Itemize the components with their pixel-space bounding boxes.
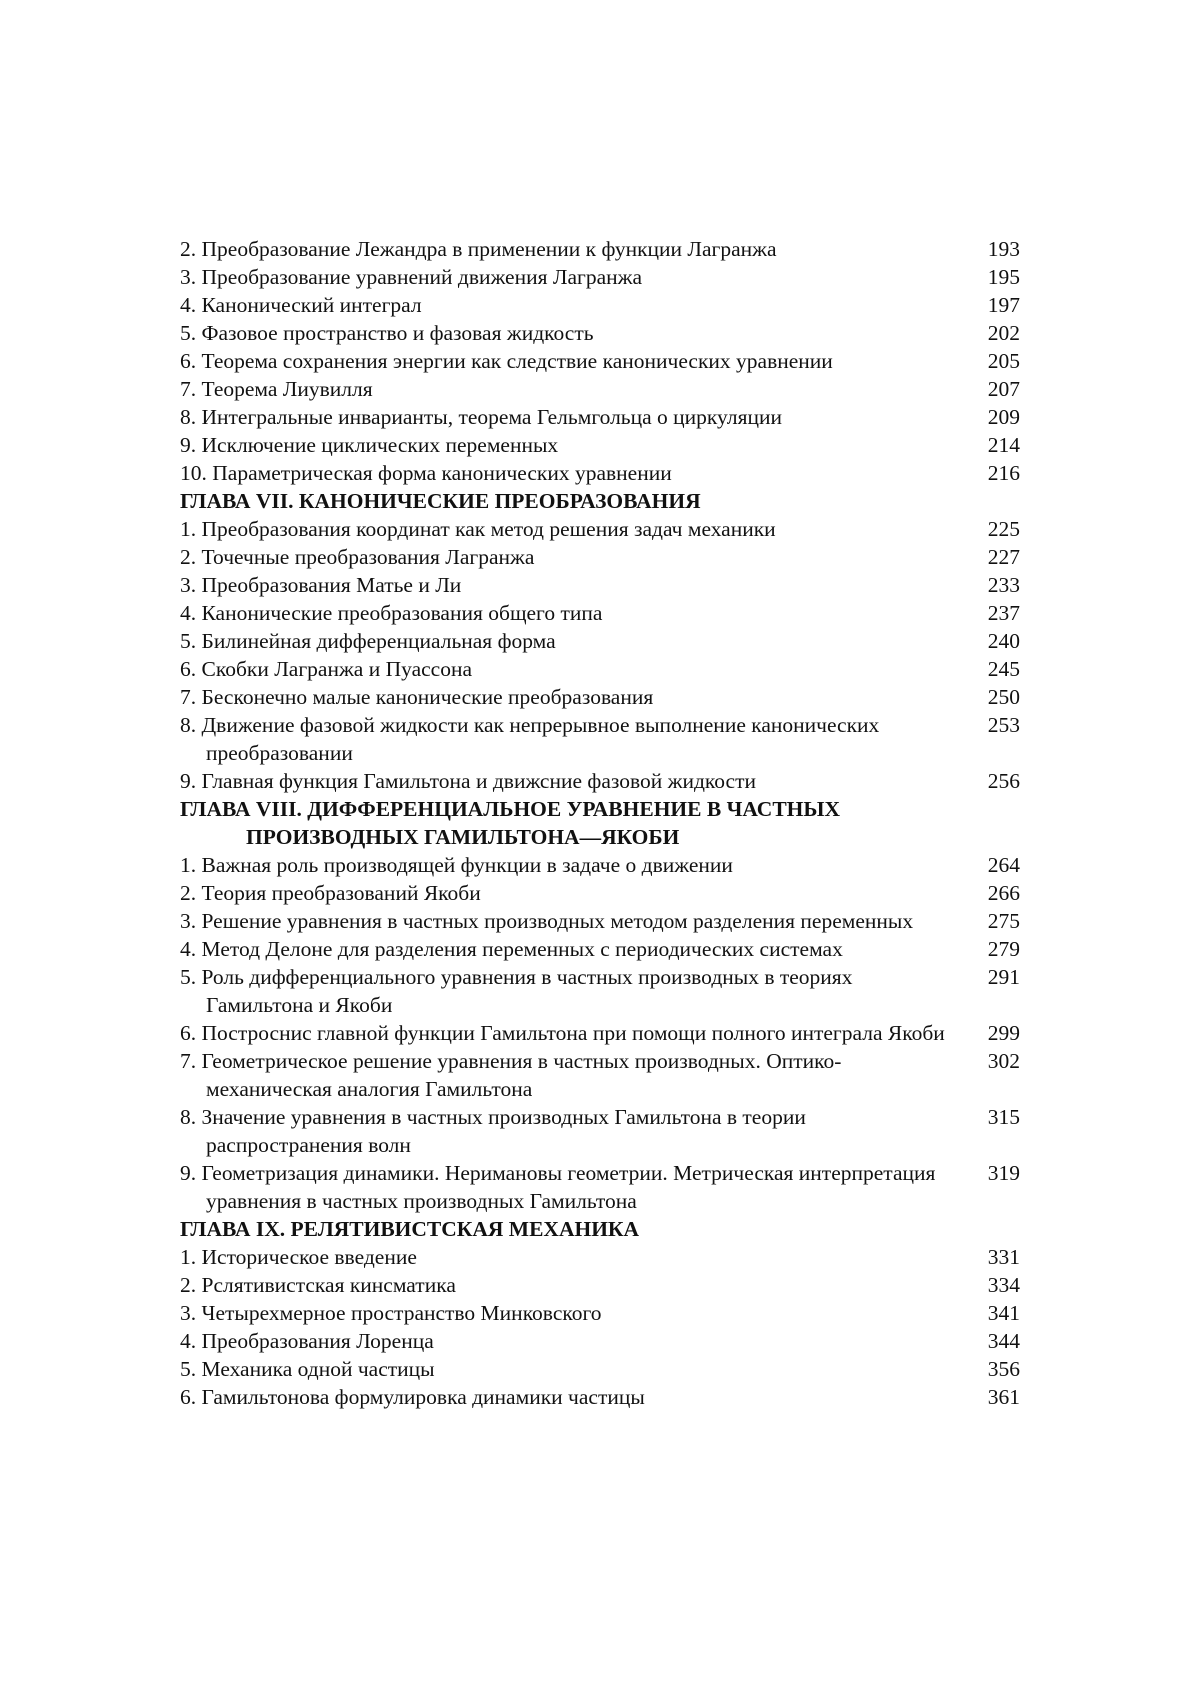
toc-entry-page: 197 (987, 293, 1020, 317)
chapter-heading: ГЛАВА VII. КАНОНИЧЕСКИЕ ПРЕОБРАЗОВАНИЯ (180, 489, 701, 513)
toc-entry-title: 6. Гамильтонова формулировка динамики частицы (180, 1385, 645, 1409)
toc-entry-page: 237 (987, 601, 1020, 625)
toc-entry-title: 9. Исключение циклических переменных (180, 433, 559, 457)
chapter-heading: ГЛАВА VIII. ДИФФЕРЕНЦИАЛЬНОЕ УРАВНЕНИЕ В ЧАСТНЫХ ПРОИЗВОДНЫХ ГАМИЛЬТОНА—ЯКОБИ (180, 797, 841, 849)
toc-entry-title: 2. Точечные преобразования Лагранжа (180, 545, 535, 569)
toc-entry (180, 1019, 1020, 1047)
toc-entry-page: 279 (987, 937, 1020, 961)
toc-entry-title: 4. Метод Делоне для разделения переменных с периодических системах (180, 937, 843, 961)
toc-entry-page: 266 (987, 881, 1020, 905)
toc-entry (180, 683, 1020, 711)
toc-entry (180, 291, 1020, 319)
toc-entry-title: 7. Теорема Лиувилля (180, 377, 373, 401)
toc-entry-page: 256 (987, 769, 1020, 793)
toc-entry-page: 209 (987, 405, 1020, 429)
toc-entry-page: 245 (987, 657, 1020, 681)
toc-entry-title: 4. Канонические преобразования общего типа (180, 601, 603, 625)
toc-entry-title: 7. Геометрическое решение уравнения в частных производных. Оптико-механическая аналогия Гамильтона (180, 1049, 842, 1101)
toc-entry-title: 7. Бесконечно малые канонические преобразования (180, 685, 654, 709)
toc-entry-page: 275 (987, 909, 1020, 933)
toc-entry-page: 319 (987, 1161, 1020, 1185)
toc-entry (180, 1047, 1020, 1103)
toc-entry (180, 907, 1020, 935)
toc-entry-page: 202 (987, 321, 1020, 345)
toc-entry-page: 216 (987, 461, 1020, 485)
toc-entry-title: 8. Значение уравнения в частных производных Гамильтона в теории распространения волн (180, 1105, 806, 1157)
toc-entry-title: 8. Движение фазовой жидкости как непрерывное выполнение канонических преобразовании (180, 713, 880, 765)
toc-entry-page: 205 (987, 349, 1020, 373)
toc-entry-page: 214 (987, 433, 1020, 457)
toc-entry (180, 879, 1020, 907)
toc-entry-title: 5. Механика одной частицы (180, 1357, 435, 1381)
toc-entry-page: 240 (987, 629, 1020, 653)
toc-entry-page: 299 (987, 1021, 1020, 1045)
toc-entry (180, 347, 1020, 375)
table-of-contents (180, 235, 1020, 1411)
toc-entry-title: 6. Скобки Лагранжа и Пуассона (180, 657, 473, 681)
toc-entry (180, 627, 1020, 655)
toc-entry-page: 356 (987, 1357, 1020, 1381)
toc-entry-page: 264 (987, 853, 1020, 877)
toc-entry-page: 361 (987, 1385, 1020, 1409)
toc-entry-page: 227 (987, 545, 1020, 569)
toc-entry-title: 3. Решение уравнения в частных производных методом разделения переменных (180, 909, 914, 933)
toc-entry (180, 403, 1020, 431)
toc-entry (180, 515, 1020, 543)
toc-entry (180, 851, 1020, 879)
toc-entry-title: 9. Геометризация динамики. Неримановы геометрии. Метрическая интерпретация уравнения в частных производных Гамильтона (180, 1161, 936, 1213)
toc-entry (180, 375, 1020, 403)
toc-entry-page: 341 (987, 1301, 1020, 1325)
toc-entry-page: 195 (987, 265, 1020, 289)
toc-entry-title: 9. Главная функция Гамильтона и движсние фазовой жидкости (180, 769, 756, 793)
toc-entry (180, 1103, 1020, 1159)
toc-entry (180, 431, 1020, 459)
toc-entry-title: 5. Фазовое пространство и фазовая жидкость (180, 321, 594, 345)
toc-entry (180, 655, 1020, 683)
toc-entry-page: 331 (987, 1245, 1020, 1269)
toc-entry-title: 2. Рслятивистская кинсматика (180, 1273, 456, 1297)
toc-entry (180, 1355, 1020, 1383)
toc-entry-title: 4. Канонический интеграл (180, 293, 422, 317)
toc-entry-title: 5. Билинейная дифференциальная форма (180, 629, 556, 653)
toc-entry (180, 1299, 1020, 1327)
toc-entry (180, 1159, 1020, 1215)
toc-entry (180, 767, 1020, 795)
toc-entry-title: 8. Интегральные инварианты, теорема Гельмгольца о циркуляции (180, 405, 782, 429)
toc-entry-page: 344 (987, 1329, 1020, 1353)
chapter-heading: ГЛАВА IX. РЕЛЯТИВИСТСКАЯ МЕХАНИКА (180, 1217, 640, 1241)
toc-entry-title: 4. Преобразования Лоренца (180, 1329, 434, 1353)
toc-entry-title: 2. Теория преобразований Якоби (180, 881, 481, 905)
toc-entry (180, 263, 1020, 291)
toc-entry-page: 250 (987, 685, 1020, 709)
toc-entry-page: 253 (987, 713, 1020, 737)
toc-entry-page: 334 (987, 1273, 1020, 1297)
toc-entry (180, 319, 1020, 347)
toc-entry-title: 2. Преобразование Лежандра в применении к функции Лагранжа (180, 237, 777, 261)
toc-entry (180, 1383, 1020, 1411)
toc-entry (180, 1243, 1020, 1271)
toc-entry-title: 3. Четырехмерное пространство Минковского (180, 1301, 602, 1325)
toc-entry-title: 10. Параметрическая форма канонических уравнении (180, 461, 672, 485)
toc-entry-title: 3. Преобразования Матье и Ли (180, 573, 462, 597)
toc-entry (180, 571, 1020, 599)
toc-entry-page: 302 (987, 1049, 1020, 1073)
toc-entry-page: 291 (987, 965, 1020, 989)
toc-entry (180, 1271, 1020, 1299)
toc-entry-title: 1. Историческое введение (180, 1245, 417, 1269)
toc-entry-page: 193 (987, 237, 1020, 261)
toc-entry-title: 3. Преобразование уравнений движения Лагранжа (180, 265, 643, 289)
toc-entry (180, 963, 1020, 1019)
toc-entry-title: 1. Преобразования координат как метод решения задач механики (180, 517, 776, 541)
toc-entry-page: 233 (987, 573, 1020, 597)
toc-entry (180, 1327, 1020, 1355)
toc-entry (180, 935, 1020, 963)
toc-entry (180, 459, 1020, 487)
toc-entry-title: 5. Роль дифференциального уравнения в частных производных в теориях Гамильтона и Якоби (180, 965, 853, 1017)
toc-entry-title: 6. Теорема сохранения энергии как следствие канонических уравнении (180, 349, 833, 373)
toc-entry (180, 711, 1020, 767)
toc-entry-page: 225 (987, 517, 1020, 541)
toc-entry-title: 6. Построснис главной функции Гамильтона при помощи полного интеграла Якоби (180, 1021, 945, 1045)
toc-entry-page: 207 (987, 377, 1020, 401)
toc-entry (180, 543, 1020, 571)
toc-entry-title: 1. Важная роль производящей функции в задаче о движении (180, 853, 733, 877)
toc-entry-page: 315 (987, 1105, 1020, 1129)
toc-entry (180, 599, 1020, 627)
toc-entry (180, 235, 1020, 263)
